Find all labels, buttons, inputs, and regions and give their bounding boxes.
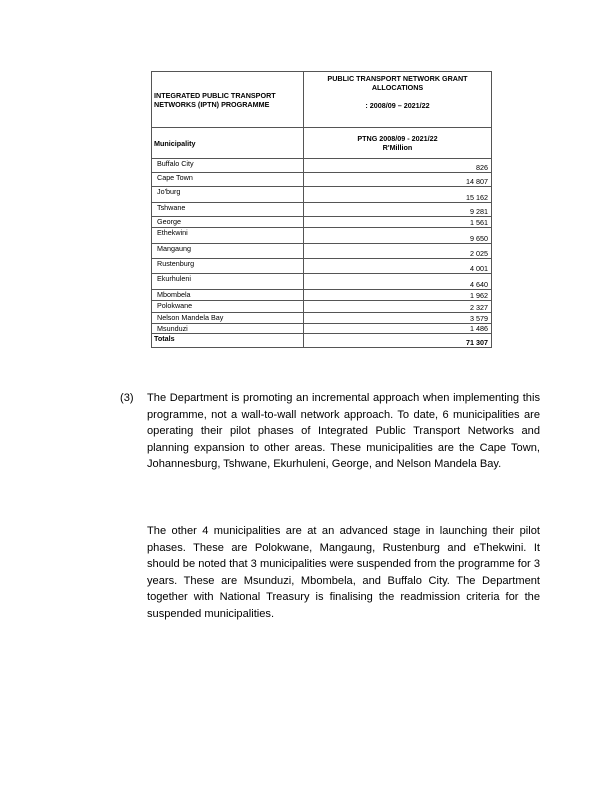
allocation-cell: 4 640 [304, 274, 492, 290]
totals-label: Totals [152, 334, 304, 348]
municipality-cell: Ethekwini [152, 228, 304, 244]
allocation-cell: 9 281 [304, 203, 492, 217]
table-row [152, 313, 492, 324]
value-column-header [304, 128, 492, 159]
table-row [152, 159, 492, 173]
paragraph-2-text: The other 4 municipalities are at an advanced stage in launching their pilot phases. These are Polokwane, Mangaung, Rustenburg and eThekwini. It should be noted that 3 municipalities were suspended from the programme for 3 years. These are Msunduzi, Mbombela, and Buffalo City. The Department together with National Treasury is finalising the readmission criteria for the suspended municipalities. [147, 525, 540, 620]
grant-header-title: PUBLIC TRANSPORT NETWORK GRANT ALLOCATIONS [327, 74, 468, 92]
allocations-table-wrapper [151, 71, 491, 348]
table-row [152, 187, 492, 203]
paragraph-1-text: The Department is promoting an incremental approach when implementing this programme, not a wall-to-wall network approach. To date, 6 municipalities are operating their pilot phases of Integrated Public Transport Networks and planning expansion to other areas. These municipalities are the Cape Town, Johannesburg, Tshwane, Ekurhuleni, George, and Nelson Mandela Bay. [147, 392, 540, 470]
table-row [152, 274, 492, 290]
municipality-cell: Mangaung [152, 244, 304, 259]
municipality-cell: Msunduzi [152, 324, 304, 334]
table-row [152, 217, 492, 228]
item-number: (3) [120, 392, 134, 404]
municipality-cell: Nelson Mandela Bay [152, 313, 304, 324]
allocation-cell: 9 650 [304, 228, 492, 244]
municipality-cell: Jo'burg [152, 187, 304, 203]
grant-header [304, 72, 492, 128]
table-row [152, 324, 492, 334]
paragraph-1 [147, 390, 540, 473]
programme-header-text: INTEGRATED PUBLIC TRANSPORT NETWORKS (IPTN) PROGRAMME [154, 90, 276, 109]
totals-row [152, 334, 492, 348]
paragraph-2 [147, 523, 540, 622]
allocation-cell: 1 486 [304, 324, 492, 334]
table-row [152, 301, 492, 313]
allocation-cell: 2 327 [304, 301, 492, 313]
table-row [152, 244, 492, 259]
totals-value: 71 307 [304, 334, 492, 348]
municipality-cell: Buffalo City [152, 159, 304, 173]
programme-header [152, 72, 304, 128]
table-row [152, 203, 492, 217]
allocation-cell: 1 561 [304, 217, 492, 228]
municipality-cell: Tshwane [152, 203, 304, 217]
municipality-cell: Polokwane [152, 301, 304, 313]
table-row [152, 228, 492, 244]
municipality-cell: Ekurhuleni [152, 274, 304, 290]
column-header-row [152, 128, 492, 159]
table-row [152, 259, 492, 274]
municipality-cell: Cape Town [152, 173, 304, 187]
municipality-cell: Rustenburg [152, 259, 304, 274]
table-header-row [152, 72, 492, 128]
allocation-cell: 14 807 [304, 173, 492, 187]
table-row [152, 290, 492, 301]
allocations-table [151, 71, 492, 348]
grant-header-period: : 2008/09 – 2021/22 [365, 101, 430, 110]
value-column-header-line2: R'Million [382, 143, 413, 152]
municipality-column-header: Municipality [152, 128, 304, 159]
allocation-cell: 3 579 [304, 313, 492, 324]
municipality-cell: George [152, 217, 304, 228]
municipality-cell: Mbombela [152, 290, 304, 301]
allocation-cell: 1 962 [304, 290, 492, 301]
allocation-cell: 826 [304, 159, 492, 173]
allocation-cell: 2 025 [304, 244, 492, 259]
allocation-cell: 4 001 [304, 259, 492, 274]
allocation-cell: 15 162 [304, 187, 492, 203]
table-row [152, 173, 492, 187]
value-column-header-line1: PTNG 2008/09 - 2021/22 [357, 134, 438, 143]
